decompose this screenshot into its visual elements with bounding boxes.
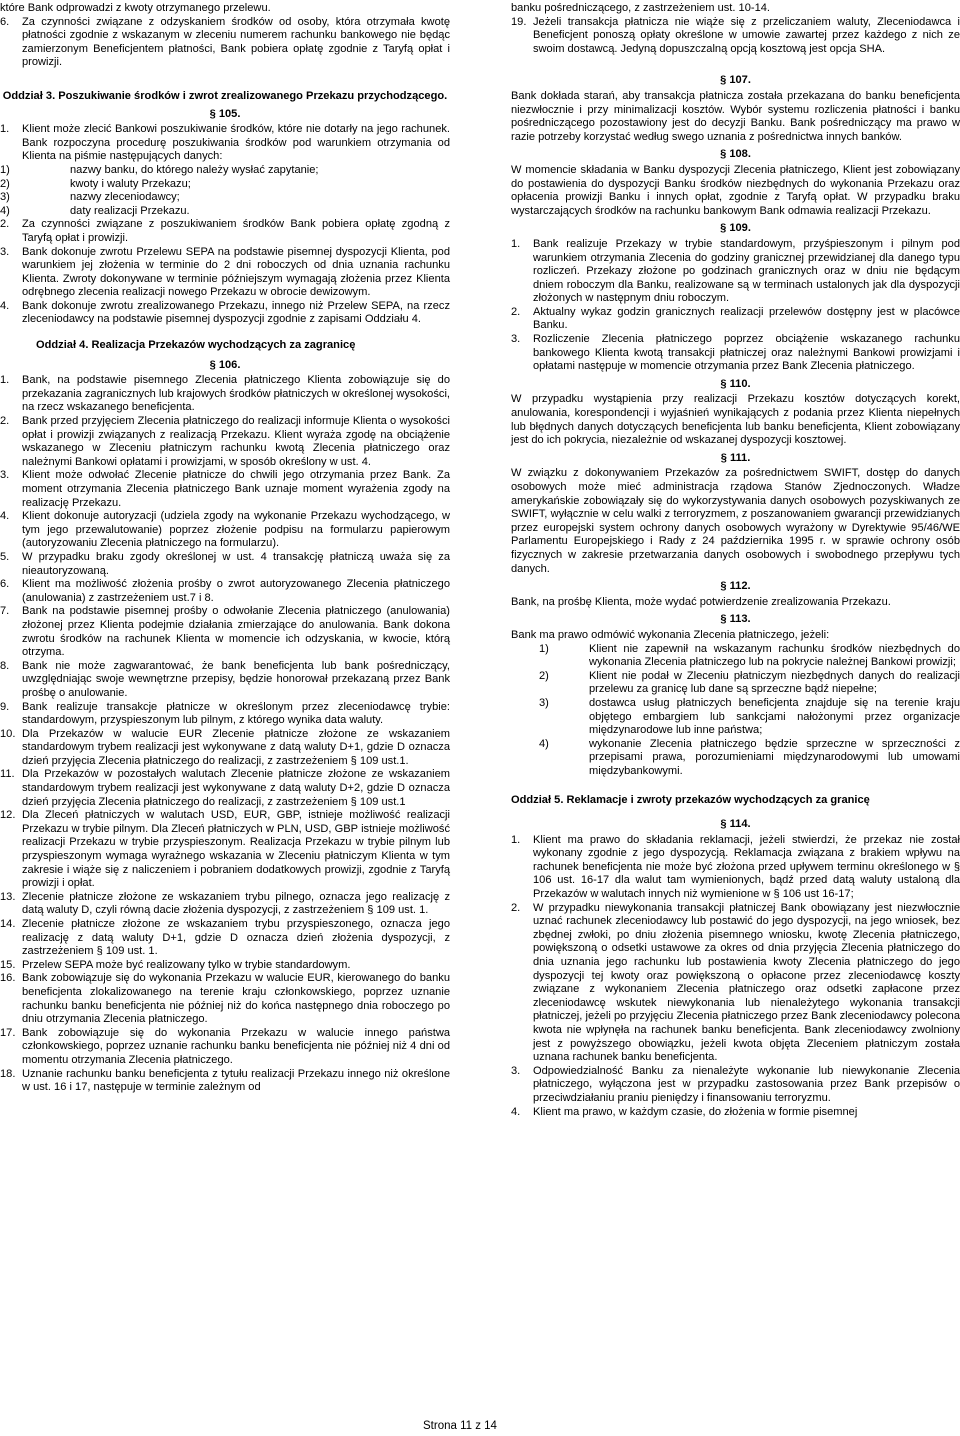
item-number: 4. (0, 510, 10, 523)
list-item (0, 246, 450, 300)
sub-item (0, 205, 450, 219)
list-item (511, 333, 960, 374)
item-text: Bank realizuje transakcje płatnicze w określonym przez zleceniodawcę trybie: standardowym, przyspieszonym lub pilnym, z którego wynika data waluty. (22, 700, 450, 727)
paragraph-continuation: banku pośredniczącego, z zastrzeżeniem ust. 10-14. (511, 2, 770, 14)
item-text: Bank zobowiązuje się do wykonania Przekazu w walucie EUR, kierowanego do banku beneficjenta zlokalizowanego na terenie kraju członkowskiego, poprzez uznanie rachunku banku beneficjenta nie później niż do końca następnego dnia roboczego po dniu otrzymania Zlecenia płatniczego. (22, 972, 450, 1026)
list-item (0, 218, 450, 245)
sub-number: 3) (539, 696, 549, 709)
list-item (0, 510, 450, 551)
item-text: Klient ma prawo, w każdym czasie, do złożenia w formie pisemnej (533, 1105, 858, 1118)
item-number: 1. (0, 374, 10, 387)
list-item (0, 16, 450, 70)
sub-text: nazwy banku, do którego należy wysłać zapytanie; (70, 163, 319, 176)
sub-number: 4) (539, 737, 549, 750)
sub-number: 1) (539, 642, 549, 655)
item-text: Za czynności związane z odzyskaniem środków od osoby, która otrzymała kwotę płatności zgodnie z wskazanym w zleceniu numerem rachunku bankowego nie będąc zamierzonym Beneficjentem płatności, Bank pobiera opłatę zgodnie z Taryfą opłat i prowizji. (22, 15, 450, 69)
list-item (0, 728, 450, 769)
item-number: 17. (0, 1026, 16, 1039)
sub-text: wykonanie Zlecenia płatniczego będzie sprzeczne w sprzeczności z przepisami prawa, porozumieniami międzynarodowymi lub umowami międzybankowymi. (589, 737, 960, 777)
sub-item (0, 191, 450, 205)
item-text: Bank dokonuje zwrotu zrealizowanego Przekazu, innego niż Przelew SEPA, na rzecz zleceniodawcy na podstawie pisemnej dyspozycji zgodnie z zapisami Oddziału 4. (22, 299, 450, 326)
sub-text: Klient nie zapewnił na wskazanym rachunku środków niezbędnych do wykonania Zlecenia płatniczego lub na pokrycie należnej Bankowi prowizji; (589, 642, 960, 669)
paragraph-106-list (0, 374, 450, 1094)
item-text: Bank nie może zagwarantować, że bank beneficjenta lub bank pośredniczący, uwzględniając swoje wewnętrzne przepisy, będzie honorował przekazaną przez Bank prośbę o anulowanie. (22, 659, 450, 699)
list-item (0, 123, 450, 164)
item-number: 6. (0, 578, 10, 591)
item-number: 12. (0, 809, 16, 822)
list-item (511, 16, 960, 57)
sub-number: 3) (0, 191, 10, 204)
item-number: 4. (0, 299, 10, 312)
item-text: Zlecenie płatnicze złożone ze wskazaniem trybu pilnego, oznacza jego realizację z datą waluty D, czyli równą dacie złożenia dyspozycji, z zastrzeżeniem § 109 ust. 1. (22, 890, 450, 917)
item-text: Bank na podstawie pisemnej prośby o odwołanie Zlecenia płatniczego (anulowania) złożonej przez Klienta podejmie działania zmierzające do anulowania. Bank dokona zwrotu środków na rachunek Klienta w momencie ich odzyskania, w kwocie, którą otrzyma. (22, 605, 450, 659)
item-number: 2. (0, 218, 10, 231)
list-item (0, 891, 450, 918)
list-item (0, 660, 450, 701)
list-item (0, 300, 450, 327)
paragraph-text: Bank ma prawo odmówić wykonania Zlecenia płatniczego, jeżeli: (511, 628, 830, 641)
item-text: Bank dokonuje zwrotu Przelewu SEPA na podstawie pisemnej dyspozycji Klienta, pod warunkiem jej złożenia w terminie do 2 dni roboczych od dnia uznania rachunku Klienta. Zwroty dokonywane w terminie późniejszym wymagają złożenia przez Klienta odrębnego zlecenia realizacji nowego Przekazu w obrocie dewizowym. (22, 245, 450, 299)
item-text: Klient ma możliwość złożenia prośby o zwrot autoryzowanego Zlecenia płatniczego (anulowania) z zastrzeżeniem ust.7 i 8. (22, 578, 450, 604)
sub-text: Klient nie podał w Zleceniu płatniczym niezbędnych danych do realizacji przelewu za granicę lub dane są sprzeczne bądź niepełne; (589, 669, 960, 696)
section-heading: Oddział 4. Realizacja Przekazów wychodzących za zagranicę (36, 339, 356, 352)
sub-text: daty realizacji Przekazu. (70, 204, 190, 217)
section-heading: Oddział 5. Reklamacje i zwroty przekazów wychodzących za granicę (511, 794, 870, 807)
item-text: W przypadku niewykonania transakcji płatniczej Bank obowiązany jest niezwłocznie uznać rachunek zleceniodawcy lub postawić do jego dyspozycji, na jego wniosek, bez zbędnej zwłoki, po dniu złożenia pisemnego wniosku, kwotę Zlecenia płatniczego, powiększoną o odsetki ustawowe za okres od dnia przyjęcia Zlecenia płatniczego do dnia uznania jego rachunku lub postawienia kwoty Zlecenia płatniczego do jego dyspozycji tej kwoty oraz powiększoną o opłacone przez zleceniodawcę koszty związane z wykonaniem Zlecenia płatniczego oraz odsetki zapłacone przez zleceniodawcę wskutek niewykonania lub nienależytego wykonania transakcji płatniczej, jeżeli po przyjęciu Zlecenia płatniczego przez Bank zleceniodawcy polecona kwota nie wpłynęła na rachunek banku beneficjenta. Bank zleceniodawcy zwolniony jest z powyższego obowiązku, jeżeli kwota objęta Zleceniem płatniczym została uznana rachunek banku beneficjenta. (533, 901, 960, 1064)
sub-item (511, 643, 960, 670)
item-number: 3. (0, 469, 10, 482)
item-text: Jeżeli transakcja płatnicza nie wiąże się z przeliczaniem waluty, Zleceniodawca i Beneficjent ponoszą opłaty określone w umowie zawartej przez każdego z nich ze swoim dostawcą. Jedyną dopuszczalną opcją kosztową jest opcja SHA. (533, 15, 960, 55)
item-number: 2. (511, 305, 521, 318)
sub-number: 2) (0, 177, 10, 190)
item-text: Bank realizuje Przekazy w trybie standardowym, przyśpieszonym i pilnym pod warunkiem otrzymania Zlecenia do godziny granicznej przewidzianej dla danego typu rozliczeń. Przekazy złożone po godzinach granicznych oraz w dniu nie będącym dniem roboczym dla Banku, realizowane są w terminach ustalonych jak dla dyspozycji złożonych w następnym dniu roboczym. (533, 237, 960, 305)
sub-text: dostawca usług płatniczych beneficjenta znajduje się na terenie kraju objętego embargiem lub sankcjami nałożonymi przez organizacje międzynarodowe lub inne państwa; (589, 696, 960, 737)
item-number: 14. (0, 918, 16, 930)
list-item (0, 1068, 450, 1095)
item-text: Rozliczenie Zlecenia płatniczego poprzez obciążenie wskazanego rachunku bankowego Klienta kwotą transakcji płatniczej oraz należnymi Bankowi prowizjami i opłatami następuje w momencie otrzymania przez Bank Zlecenia płatniczego. (533, 333, 960, 373)
paragraph-continuation: które Bank odprowadzi z kwoty otrzymanego przelewu. (0, 2, 271, 14)
item-number: 1. (511, 833, 521, 846)
sub-item (0, 178, 450, 192)
item-number: 11. (0, 768, 15, 781)
item-text: Zlecenie płatnicze złożone ze wskazaniem trybu przyspieszonego, oznacza jego realizację z datą waluty D+1, gdzie D oznacza dzień złożenia dyspozycji, z zastrzeżeniem § 109 ust. 1. (22, 918, 450, 958)
item-number: 5. (0, 550, 10, 563)
item-text: Aktualny wykaz godzin granicznych realizacji przelewów dostępny jest w placówce Banku. (533, 305, 960, 332)
list-item (0, 701, 450, 728)
list-item (511, 238, 960, 306)
list-item (511, 306, 960, 333)
item-text: Klient dokonuje autoryzacji (udziela zgody na wykonanie Przekazu wychodzącego, w tym jego przewalutowanie) poprzez złożenie podpisu na formularzu papierowym (autoryzowaniu Zlecenia płatniczego na formularzu). (22, 510, 450, 550)
list-item (0, 578, 450, 605)
paragraph-number: § 112. (720, 580, 751, 593)
item-number: 8. (0, 659, 10, 672)
paragraph-number: § 106. (209, 358, 241, 371)
paragraph-number: § 107. (720, 74, 751, 87)
left-column (0, 2, 450, 1095)
list-item (0, 469, 450, 510)
section-heading: Oddział 3. Poszukiwanie środków i zwrot zrealizowanego Przekazu przychodzącego. (2, 89, 448, 102)
right-column (511, 2, 960, 1119)
item-number: 9. (0, 700, 10, 713)
sub-item (511, 738, 960, 779)
item-number: 1. (511, 237, 521, 250)
item-text: Bank, na podstawie pisemnego Zlecenia płatniczego Klienta zobowiązuje się do przekazania zagranicznych lub krajowych środków płatniczych w określonej wysokości, na rzecz wskazanego beneficjenta. (22, 374, 450, 414)
paragraph-text: W związku z dokonywaniem Przekazów za pośrednictwem SWIFT, dostęp do danych osobowych może mieć administracja rządowa Stanów Zjednoczonych. Władze amerykańskie zobowiązały się do wykorzystywania danych osobowych pozyskiwanych ze SWIFT, wyłącznie w celu walki z terroryzmem, z poszanowaniem gwarancji przewidzianych przez europejski system ochrony danych osobowych wyrażony w Dyrektywie 95/46/WE Parlamentu Europejskiego i Rady z 24 października 1995 r. w sprawie ochrony osób fizycznych w zakresie przetwarzania danych osobowych i swobodnego przepływu tych danych. (511, 467, 960, 575)
item-text: Odpowiedzialność Banku za nienależyte wykonanie lub niewykonanie Zlecenia płatniczego, wyłączona jest w przypadku zastosowania przez Bank przepisów o przeciwdziałaniu praniu pieniędzy i finansowaniu terroryzmu. (533, 1064, 960, 1104)
paragraph-number: § 111. (720, 451, 751, 464)
item-number: 13. (0, 890, 16, 903)
item-number: 3. (511, 1064, 521, 1077)
paragraph-text: Bank, na prośbę Klienta, może wydać potwierdzenie zrealizowania Przekazu. (511, 595, 891, 608)
item-number: 4. (511, 1105, 521, 1118)
sub-item (511, 670, 960, 697)
list-item (0, 918, 450, 959)
list-item (0, 374, 450, 415)
sub-text: kwoty i waluty Przekazu; (70, 177, 191, 190)
paragraph-text: Bank dokłada starań, aby transakcja płatnicza została przekazana do banku beneficjenta niezwłocznie i przy minimalizacji kosztów. Wybór systemu rozliczenia płatności i banku pośredniczącego pozostawiony jest do decyzji Banku. Bank pośredniczący ma prawo w razie potrzeby korzystać według swego uznania z pośrednictwa innych banków. (511, 89, 960, 143)
sub-item (0, 164, 450, 178)
list-item (0, 1027, 450, 1068)
paragraph-number: § 113. (720, 613, 751, 626)
sub-text: nazwy zleceniodawcy; (70, 191, 180, 204)
item-number: 1. (0, 123, 10, 136)
list-item (0, 551, 450, 578)
item-number: 6. (0, 15, 10, 28)
item-text: Dla Przekazów w pozostałych walutach Zlecenie płatnicze złożone ze wskazaniem standardowym trybem realizacji jest wykonywane z datą waluty D+2, gdzie D oznacza dzień przyjęcia Zlecenia płatniczego do realizacji, z zastrzeżeniem § 109 ust.1 (22, 768, 450, 808)
list-item (0, 605, 450, 659)
item-number: 16. (0, 972, 16, 985)
item-text: Klient może odwołać Zlecenie płatnicze do chwili jego otrzymania przez Bank. Za moment otrzymania Zlecenia płatniczego Bank uznaje moment wyrażenia zgody na realizację Przekazu. (22, 469, 450, 509)
paragraph-text: W momencie składania w Banku dyspozycji Zlecenia płatniczego, Klient jest zobowiązany do postawienia do dyspozycji Banku środków niezbędnych do wykonania Przekazu oraz opłacenia prowizji Banku i innych opłat, zgodnie z Taryfą opłat. W przypadku braku wystarczających środków na rachunku bankowym Bank odmawia realizacji Przekazu. (511, 163, 960, 217)
list-item (0, 415, 450, 469)
item-text: Bank przed przyjęciem Zlecenia płatniczego do realizacji informuje Klienta o wysokości opłat i prowizji związanych z realizacją Przekazu. Klient wyraża zgodę na obciążenie wskazanego w Zleceniu płatniczym rachunku kwotą Zlecenia płatniczego oraz należnymi Bankowi opłatami i prowizjami, w sposób określony w ust. 4. (22, 415, 450, 468)
paragraph-number: § 108. (720, 148, 751, 161)
list-item (511, 834, 960, 902)
list-item (0, 768, 450, 809)
item-number: 3. (0, 245, 10, 258)
item-number: 10. (0, 727, 16, 740)
item-text: W przypadku braku zgody określonej w ust. 4 transakcję płatniczą uważa się za nieautoryzowaną. (22, 550, 450, 577)
list-item (0, 959, 450, 973)
item-number: 7. (0, 605, 10, 618)
item-text: Klient ma prawo do składania reklamacji, jeżeli stwierdzi, że przekaz nie został wykonany zgodnie z jego dyspozycją. Reklamacja związana z brakiem wpływu na rachunek beneficjenta nie może być złożona przed upływem terminu określonego w § 106 ust. 16-17 dla walut tam wymienionych, bądź przed datą waluty ustaloną dla Przekazów w walutach innych niż wymienione w § 106 ust 16-17; (533, 833, 960, 901)
item-number: 18. (0, 1067, 16, 1080)
item-text: Bank zobowiązuje się do wykonania Przekazu w walucie innego państwa członkowskiego, poprzez uznanie rachunku banku beneficjenta nie później niż 4 dni od momentu otrzymania Zlecenia płatniczego. (22, 1026, 450, 1066)
item-text: Za czynności związane z poszukiwaniem środków Bank pobiera opłatę zgodną z Taryfą opłat i prowizji. (22, 218, 450, 244)
sub-number: 1) (0, 163, 10, 176)
item-text: Klient może zlecić Bankowi poszukiwanie środków, które nie dotarły na jego rachunek. Bank rozpoczyna procedurę poszukiwania środków pod warunkiem otrzymania od Klienta na piśmie następujących danych: (22, 123, 450, 163)
item-number: 3. (511, 333, 521, 346)
list-item (0, 972, 450, 1026)
item-number: 2. (0, 415, 10, 428)
paragraph-number: § 105. (209, 107, 241, 120)
item-text: Dla Zleceń płatniczych w walutach USD, EUR, GBP, istnieje możliwość realizacji Przekazu w trybie pilnym. Dla Zleceń płatniczych w PLN, USD, GBP istnieje możliwość realizacji Przekazu w trybie przyspieszonym. Realizacja Przekazu w trybie pilnym lub przyspieszonym wymaga wyrażnego wskazania w Zleceniu płatniczym Klienta w tym zakresie i wiąże się z naliczeniem i pobraniem dodatkowych prowizji, zgodnie z Taryfą prowizji i opłat. (22, 809, 450, 890)
item-text: Przelew SEPA może być realizowany tylko w trybie standardowym. (22, 958, 351, 971)
item-number: 2. (511, 901, 521, 914)
item-text: Dla Przekazów w walucie EUR Zlecenie płatnicze złożone ze wskazaniem standardowym trybem realizacji jest wykonywane z datą waluty D+1, gdzie D oznacza dzień przyjęcia Zlecenia płatniczego do realizacji, z zastrzeżeniem § 109 ust.1. (22, 727, 450, 767)
item-number: 19. (511, 15, 527, 28)
paragraph-text: W przypadku wystąpienia przy realizacji Przekazu kosztów dotyczących korekt, anulowania, korespondencji i wyjaśnień wynikających z podania przez Klienta niepełnych lub błędnych danych dotyczących beneficjenta lub banku beneficjenta, Klient zobowiązany jest do ich pokrycia, niezależnie od wskazanej dyspozycji kosztowej. (511, 393, 960, 447)
sub-item (511, 697, 960, 738)
list-item (511, 1065, 960, 1106)
page-number: Strona 11 z 14 (423, 1420, 497, 1432)
paragraph-number: § 110. (720, 377, 751, 390)
item-number: 15. (0, 958, 16, 971)
list-item (511, 902, 960, 1065)
paragraph-number: § 109. (720, 222, 751, 235)
sub-number: 4) (0, 204, 10, 217)
item-text: Uznanie rachunku banku beneficjenta z tytułu realizacji Przekazu innego niż określone w ust. 16 i 17, następuje w terminie zależnym od (22, 1067, 450, 1094)
list-item (511, 1106, 960, 1120)
paragraph-114-list (511, 834, 960, 1119)
list-item (0, 809, 450, 891)
sub-number: 2) (539, 669, 549, 682)
paragraph-number: § 114. (720, 818, 751, 831)
